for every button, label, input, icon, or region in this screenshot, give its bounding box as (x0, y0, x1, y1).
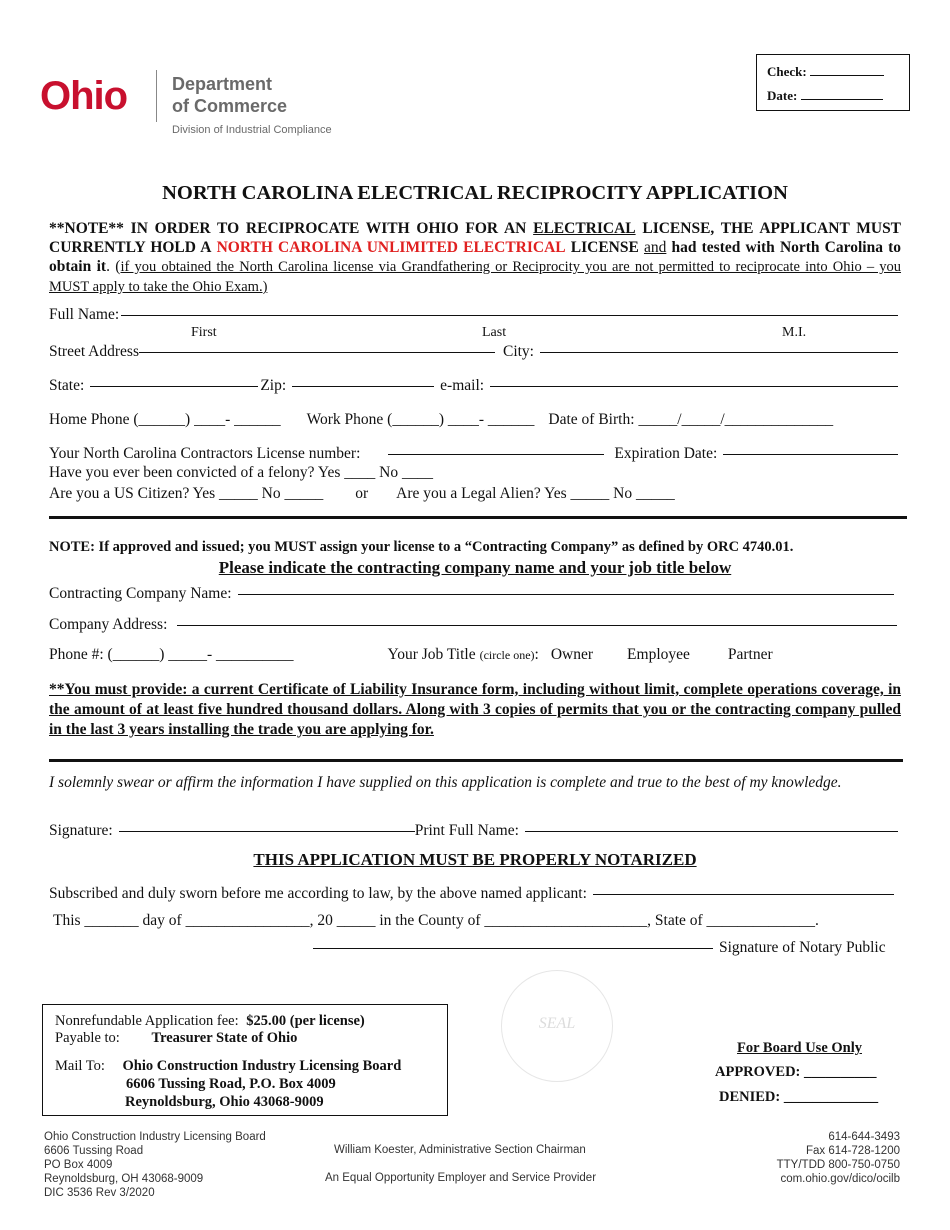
footer-tty: TTY/TDD 800-750-0750 (776, 1159, 900, 1171)
footer-left (44, 1130, 266, 1200)
note-part-1: **NOTE** IN ORDER TO RECIPROCATE WITH OHIO FOR AN (49, 220, 527, 237)
street-label: Street Address (49, 343, 139, 360)
note-part-5: . ( (106, 258, 121, 275)
felony-question[interactable]: Have you ever been convicted of a felony? Yes ____ No ____ (49, 464, 433, 481)
notary-signature-label: Signature of Notary Public (719, 939, 886, 956)
city-field[interactable] (540, 352, 898, 353)
office-use-box (756, 54, 910, 111)
eligibility-note (49, 219, 901, 297)
state-row (49, 377, 900, 395)
denied-field[interactable]: DENIED: _____________ (719, 1089, 879, 1105)
nc-license-field[interactable] (388, 454, 604, 455)
home-phone-field[interactable]: ______) ____- ______ (138, 411, 281, 428)
mi-caption: M.I. (782, 325, 807, 340)
seal-text: SEAL (538, 1015, 576, 1032)
expiration-field[interactable] (723, 454, 898, 455)
full-name-label: Full Name: (49, 306, 120, 323)
full-name-field[interactable] (121, 315, 898, 316)
company-indicate-heading: Please indicate the contracting company name and your job title below (218, 558, 732, 577)
fee-value: $25.00 (per license) (246, 1013, 365, 1029)
seal-placeholder (501, 970, 613, 1082)
company-address-field[interactable] (177, 625, 897, 626)
print-name-field[interactable] (525, 831, 898, 832)
company-phone-row (49, 646, 900, 664)
signature-label: Signature: (49, 822, 113, 839)
citizen-question[interactable]: Are you a US Citizen? Yes _____ No _____ (49, 485, 324, 502)
state-field[interactable] (90, 386, 258, 387)
felony-row (49, 464, 900, 482)
note-part-4: had tested with North Carolina to obtain it (49, 239, 902, 275)
company-phone-field[interactable]: Phone #: (______) _____- __________ (49, 646, 294, 663)
signature-field[interactable] (119, 831, 415, 832)
mail-line-1: Ohio Construction Industry Licensing Board (122, 1058, 402, 1074)
logo-division: Division of Industrial Compliance (172, 124, 332, 136)
notarized-heading: THIS APPLICATION MUST BE PROPERLY NOTARIZED (253, 850, 697, 869)
work-phone-label: Work Phone ( (306, 411, 393, 428)
logo-commerce: of Commerce (172, 96, 288, 116)
footer-left-line: 6606 Tussing Road (44, 1145, 144, 1157)
notary-date-row (53, 912, 900, 930)
date-blank[interactable] (801, 87, 883, 100)
job-title-colon: : (534, 646, 539, 663)
mail-line-3: Reynoldsburg, Ohio 43068-9009 (125, 1094, 324, 1110)
mail-line-2: 6606 Tussing Road, P.O. Box 4009 (126, 1076, 336, 1092)
or-text: or (355, 485, 369, 502)
company-address-row (49, 616, 900, 634)
first-caption: First (191, 325, 217, 340)
notary-date-text[interactable]: This _______ day of ________________, 20 _____ in the County of _____________________, State of ______________. (53, 912, 819, 929)
footer-fax: Fax 614-728-1200 (806, 1145, 900, 1157)
dob-field[interactable]: _____/_____/______________ (638, 411, 834, 428)
footer-left-line: Reynoldsburg, OH 43068-9009 (44, 1173, 204, 1185)
footer-left-line: Ohio Construction Industry Licensing Board (44, 1131, 266, 1143)
subscribed-row (49, 885, 900, 903)
logo-ohio: Ohio (40, 74, 128, 118)
footer-equal-opportunity: An Equal Opportunity Employer and Service Provider (325, 1172, 597, 1184)
section-divider-1 (49, 516, 907, 519)
date-label: Date: (767, 88, 798, 103)
note-part-2: LICENSE, THE APPLICANT MUST CURRENTLY HOLD A (49, 220, 902, 256)
last-caption: Last (482, 325, 507, 340)
job-title-label: Your Job Title (387, 646, 476, 663)
expiration-label: Expiration Date: (614, 445, 718, 462)
company-address-label: Company Address: (49, 616, 168, 633)
notary-signature-row (313, 939, 900, 957)
logo-department: Department (172, 74, 273, 94)
email-field[interactable] (490, 386, 898, 387)
email-label: e-mail: (440, 377, 485, 394)
note-part-3: LICENSE (570, 239, 639, 256)
footer-phone: 614-644-3493 (828, 1131, 900, 1143)
applicant-name-field[interactable] (593, 894, 894, 895)
agency-logo (40, 68, 350, 143)
state-label: State: (49, 377, 85, 394)
fee-box (42, 1004, 448, 1116)
footer-website[interactable]: com.ohio.gov/dico/ocilb (780, 1173, 900, 1185)
company-name-label: Contracting Company Name: (49, 585, 232, 602)
alien-question[interactable]: Are you a Legal Alien? Yes _____ No _____ (396, 485, 675, 502)
provide-requirements: **You must provide: a current Certificate of Liability Insurance form, including without limit, complete operations coverage, in the amount of at least five hundred thousand dollars. Along with 3 copies of permits that you or the contracting company pulled in the last 3 years installing the trade you are applying for. (49, 681, 901, 738)
mail-to-label: Mail To: (55, 1058, 105, 1074)
fee-label: Nonrefundable Application fee: (55, 1013, 239, 1029)
phone-row (49, 411, 900, 429)
nc-license-row (49, 445, 900, 463)
print-name-label: Print Full Name: (414, 822, 519, 839)
company-name-field[interactable] (238, 594, 894, 595)
home-phone-label: Home Phone ( (49, 411, 139, 428)
notary-signature-field[interactable] (313, 948, 713, 949)
footer-left-line: PO Box 4009 (44, 1159, 113, 1171)
affirmation-text: I solemnly swear or affirm the information I have supplied on this application is complete and true to the best of my knowledge. (49, 774, 842, 791)
job-employee-option[interactable]: Employee (627, 646, 690, 663)
board-use-title: For Board Use Only (737, 1040, 862, 1056)
address-row (49, 343, 900, 361)
footer-right (777, 1130, 900, 1186)
full-name-row (49, 306, 900, 324)
company-note: NOTE: If approved and issued; you MUST assign your license to a “Contracting Company” as defined by ORC 4740.01. (49, 539, 794, 555)
section-divider-2 (49, 759, 903, 762)
city-label: City: (502, 343, 534, 360)
subscribed-text: Subscribed and duly sworn before me according to law, by the above named applicant: (49, 885, 587, 902)
circle-one-note: (circle one) (479, 648, 535, 662)
footer-left-line: DIC 3536 Rev 3/2020 (44, 1187, 155, 1199)
approved-field[interactable]: APPROVED: __________ (715, 1064, 877, 1080)
company-name-row (49, 585, 900, 603)
job-owner-option[interactable]: Owner (550, 646, 594, 663)
citizen-row (49, 485, 900, 503)
check-blank[interactable] (810, 63, 884, 76)
note-electrical: ELECTRICAL (533, 220, 636, 237)
signature-row (49, 822, 900, 840)
note-grandfathering: if you obtained the North Carolina license via Grandfathering or Reciprocity you are not permitted to reciprocate into Ohio – you MUST apply to take the Ohio Exam.) (49, 259, 902, 295)
job-partner-option[interactable]: Partner (727, 646, 773, 663)
payable-label: Payable to: (55, 1030, 120, 1046)
dob-label: Date of Birth: (548, 411, 635, 428)
nc-license-label: Your North Carolina Contractors License number: (49, 445, 361, 462)
work-phone-field[interactable]: ______) ____- ______ (392, 411, 535, 428)
page-title: NORTH CAROLINA ELECTRICAL RECIPROCITY APPLICATION (162, 182, 788, 204)
zip-label: Zip: (260, 377, 287, 394)
payable-value: Treasurer State of Ohio (151, 1030, 298, 1046)
note-and: and (643, 239, 667, 256)
logo-divider (156, 70, 157, 122)
footer-chairman: William Koester, Administrative Section Chairman (334, 1144, 586, 1156)
street-field[interactable] (139, 352, 495, 353)
zip-field[interactable] (292, 386, 434, 387)
note-nc-unlimited: NORTH CAROLINA UNLIMITED ELECTRICAL (216, 239, 566, 256)
check-label: Check: (767, 64, 807, 79)
